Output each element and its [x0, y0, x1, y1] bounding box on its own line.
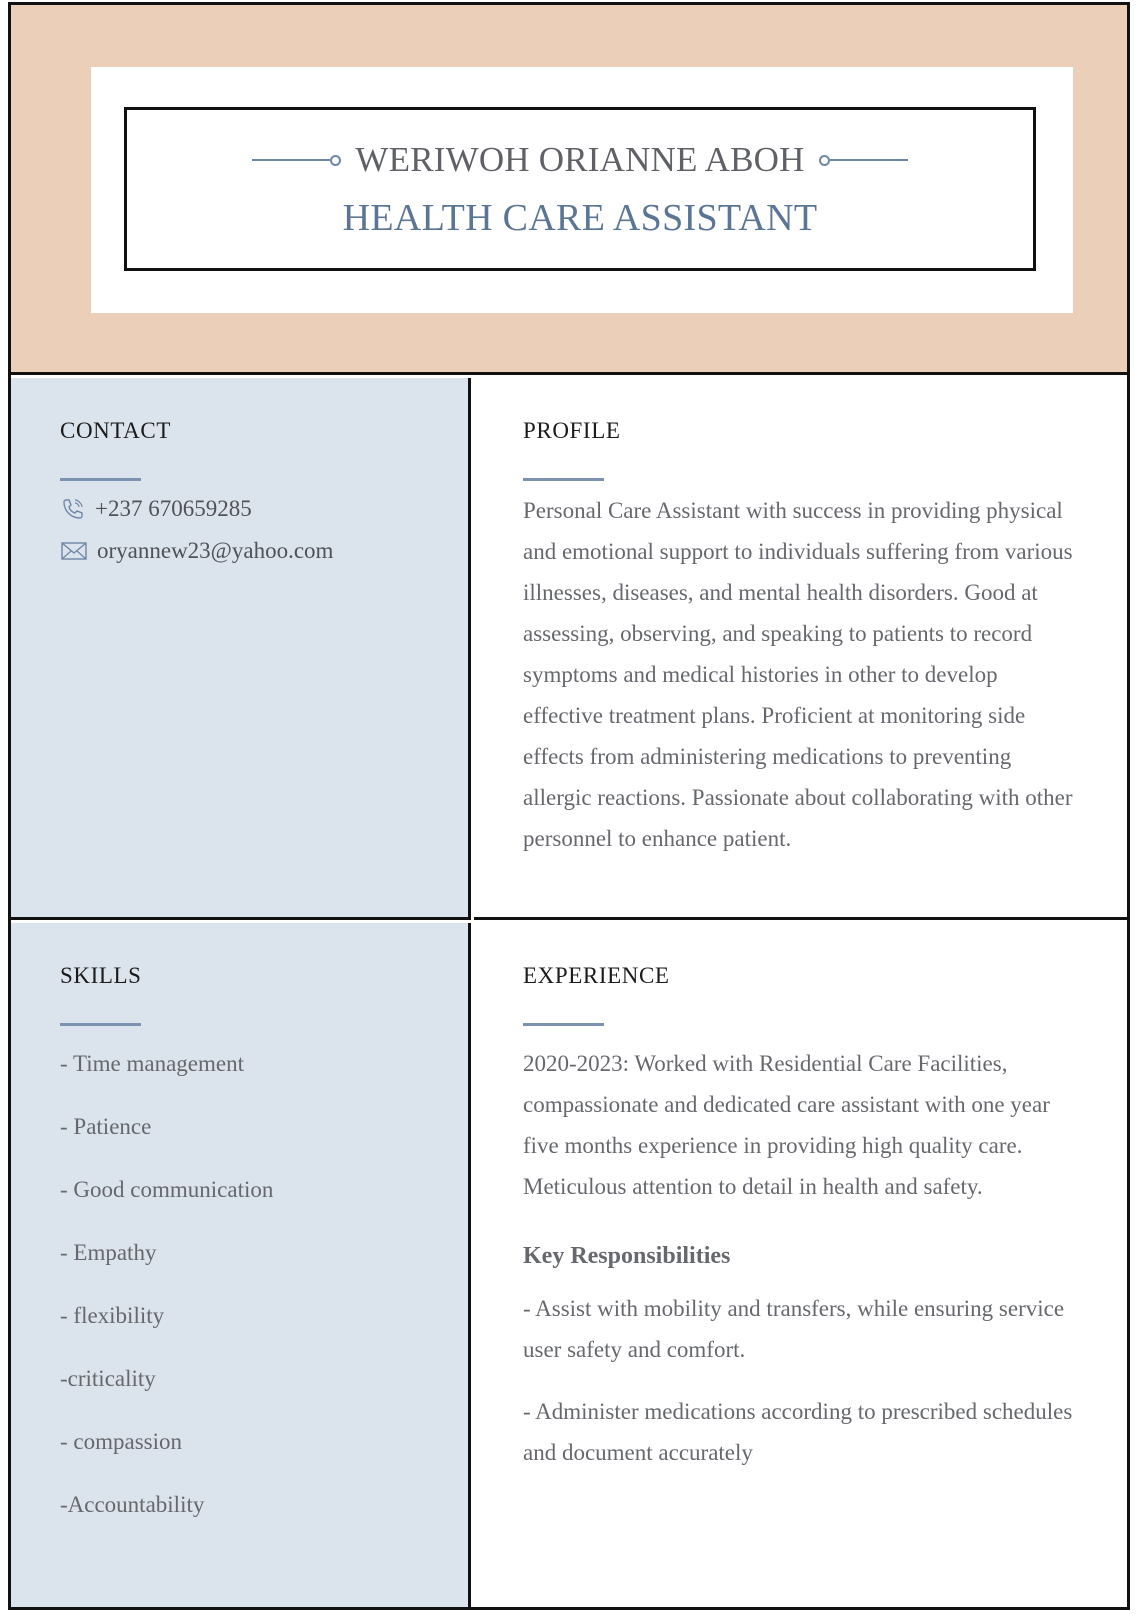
skill-item: - compassion	[60, 1429, 183, 1454]
responsibility-item: - Administer medications according to prescribed schedules and document accurately	[523, 1399, 1073, 1465]
experience-section	[474, 923, 1127, 1607]
profile-heading-rule	[523, 478, 604, 481]
skill-item: - Time management	[60, 1051, 244, 1076]
skills-heading: SKILLS	[60, 963, 142, 988]
contact-heading: CONTACT	[60, 418, 171, 443]
responsibility-item: - Assist with mobility and transfers, while ensuring service user safety and comfort.	[523, 1296, 1065, 1362]
experience-heading: EXPERIENCE	[523, 963, 670, 988]
right-ornament-icon	[819, 155, 908, 166]
skill-item: - Patience	[60, 1114, 152, 1139]
skills-section	[11, 923, 471, 1607]
envelope-icon	[61, 541, 87, 561]
header-frame	[124, 107, 1036, 271]
contact-heading-rule	[60, 478, 141, 481]
job-title: HEALTH CARE ASSISTANT	[342, 197, 818, 239]
profile-text: Personal Care Assistant with success in providing physical and emotional support to individuals suffering from various illnesses, diseases, and mental health disorders. Good at assessing, observing, and speaking to patients to record symptoms and medical histories in other to develop effective treatment plans. Proficient at monitoring side effects from administering medications to preventing allergic reactions. Passionate about collaborating with other personnel to enhance patient.	[523, 498, 1073, 851]
skill-item: - Good communication	[60, 1177, 274, 1202]
name-row	[127, 138, 1033, 182]
phone-icon	[61, 497, 85, 521]
header-banner	[11, 5, 1127, 375]
candidate-name: WERIWOH ORIANNE ABOH	[355, 140, 805, 179]
skills-heading-rule	[60, 1023, 141, 1026]
email-line	[61, 538, 333, 564]
contact-section	[11, 378, 471, 920]
profile-heading: PROFILE	[523, 418, 621, 443]
email-address[interactable]: oryannew23@yahoo.com	[97, 538, 334, 563]
left-ornament-icon	[252, 155, 341, 166]
skill-item: -Accountability	[60, 1492, 205, 1517]
skill-item: - flexibility	[60, 1303, 165, 1328]
profile-section	[474, 378, 1127, 920]
skill-item: -criticality	[60, 1366, 156, 1391]
skill-item: - Empathy	[60, 1240, 157, 1265]
phone-line	[61, 496, 252, 522]
key-responsibilities-heading: Key Responsibilities	[523, 1243, 731, 1269]
resume-page	[8, 2, 1130, 1610]
header-panel	[91, 67, 1073, 313]
experience-summary: 2020-2023: Worked with Residential Care Facilities, compassionate and dedicated care assistant with one year five months experience in providing high quality care. Meticulous attention to detail in health and safety.	[523, 1051, 1050, 1199]
experience-heading-rule	[523, 1023, 604, 1026]
phone-number[interactable]: +237 670659285	[95, 496, 252, 521]
